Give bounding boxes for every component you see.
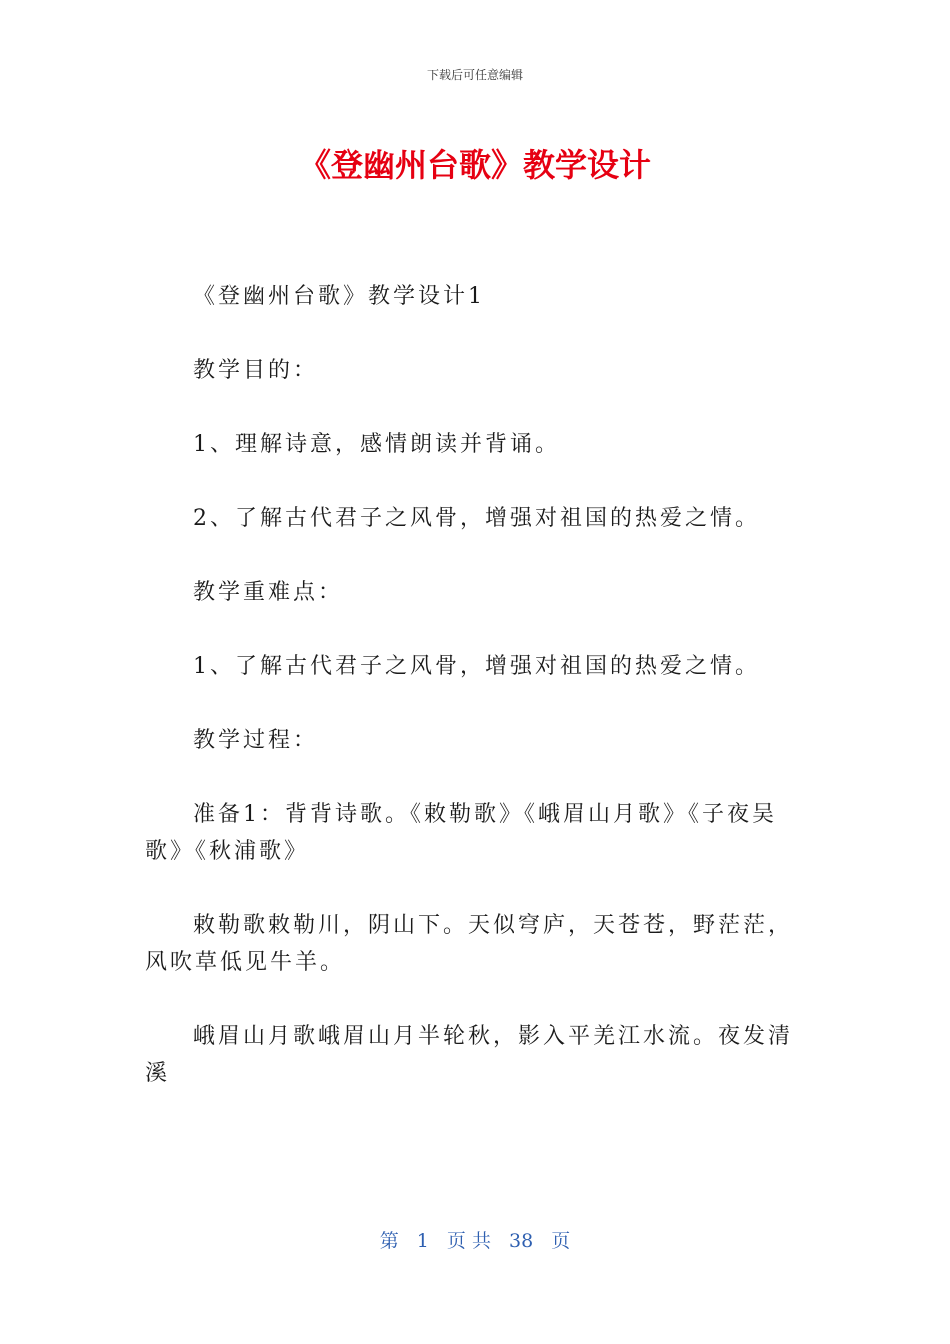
paragraph-prep-1: 准备1：背背诗歌。《敕勒歌》《峨眉山月歌》《子夜吴歌》《秋浦歌》 <box>145 802 777 864</box>
footer-page-mid: 页 共 <box>446 1230 491 1252</box>
footer-page-suffix: 页 <box>551 1230 571 1252</box>
paragraph-objective-1: 1、理解诗意，感情朗读并背诵。 <box>193 432 560 457</box>
document-title: 《登幽州台歌》教学设计 <box>298 146 651 184</box>
paragraph-objective-2: 2、了解古代君子之风骨，增强对祖国的热爱之情。 <box>193 506 760 531</box>
paragraph-key-points-heading: 教学重难点： <box>193 580 344 605</box>
paragraph-chile-song: 敕勒歌敕勒川，阴山下。天似穹庐，天苍苍，野茫茫，风吹草低见牛羊。 <box>145 913 794 975</box>
paragraph-objectives-heading: 教学目的： <box>193 358 319 383</box>
paragraph-process-heading: 教学过程： <box>193 728 319 753</box>
paragraph-emei-song: 峨眉山月歌峨眉山月半轮秋，影入平羌江水流。夜发清溪 <box>145 1024 794 1086</box>
paragraph-key-point-1: 1、了解古代君子之风骨，增强对祖国的热爱之情。 <box>193 654 760 679</box>
footer-page-current: 1 <box>416 1230 429 1252</box>
document-body <box>145 278 795 1129</box>
footer-page-total: 38 <box>509 1230 534 1252</box>
header-note: 下载后可任意编辑 <box>426 68 523 82</box>
footer-page-prefix: 第 <box>379 1230 399 1252</box>
page-footer <box>0 1226 950 1253</box>
paragraph-subtitle: 《登幽州台歌》教学设计1 <box>193 284 485 309</box>
